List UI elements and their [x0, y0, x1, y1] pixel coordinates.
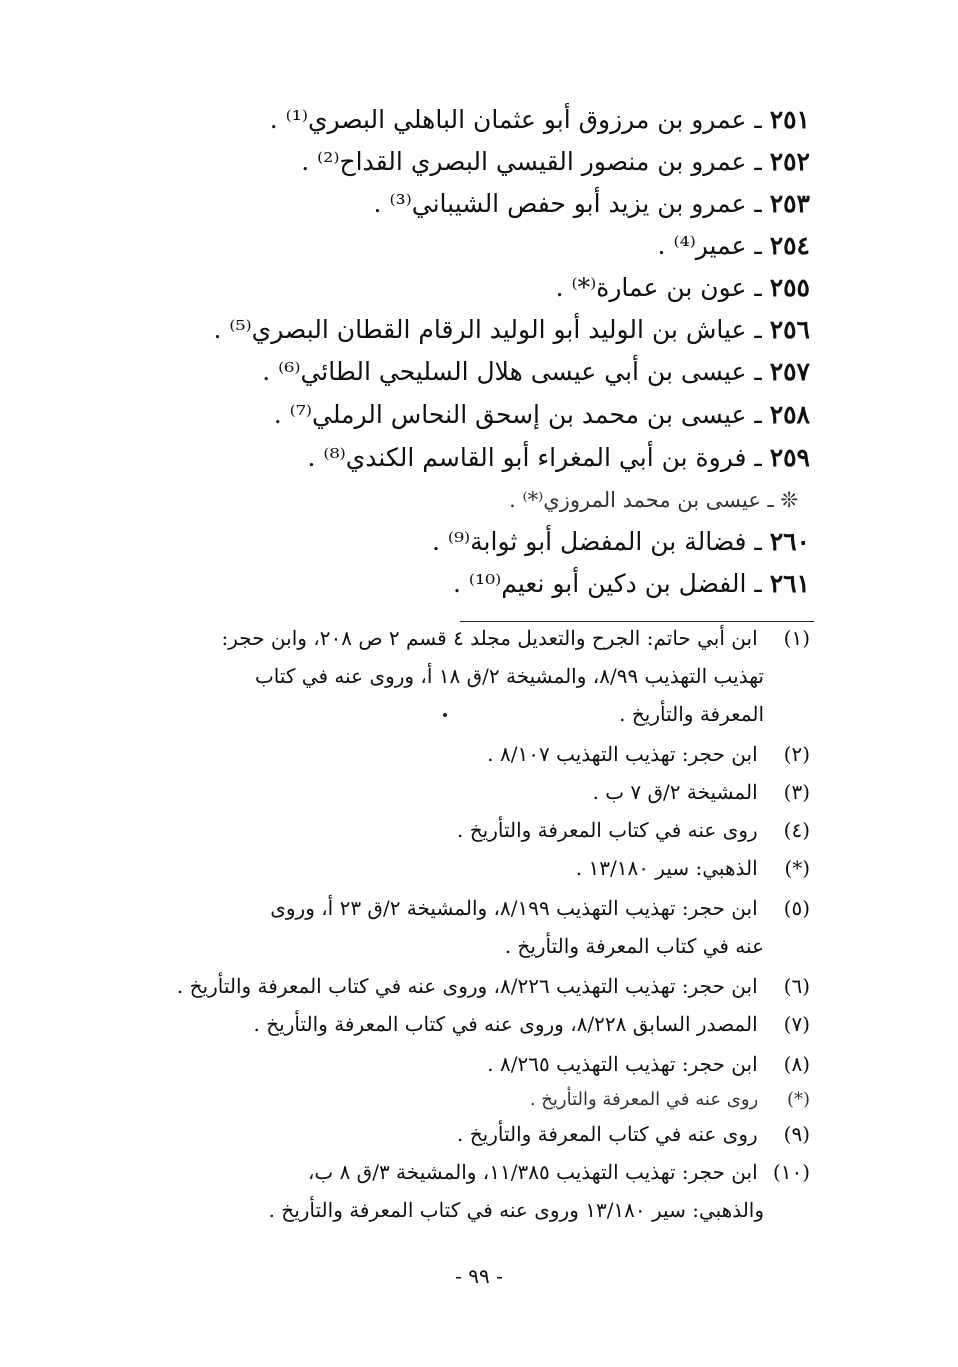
footnote-text: روى عنه في كتاب المعرفة والتأريخ . [457, 1122, 758, 1146]
entry-258 [274, 398, 810, 432]
footnote-text: ابن حجر: تهذيب التهذيب ٨/٢٢٦، وروى عنه في كتاب المعرفة والتأريخ . [176, 974, 758, 998]
footnote-text: المشيخة ٢/ق ٧ ب . [592, 780, 758, 804]
footnote-text: ابن أبي حاتم: الجرح والتعديل مجلد ٤ قسم ٢ ص ٢٠٨، وابن حجر: [221, 626, 758, 650]
entry-number: ٢٥٥ [769, 273, 810, 302]
footnote-2 [487, 738, 810, 770]
footnote-text: ابن حجر: تهذيب التهذيب ٨/١٠٧ . [487, 742, 758, 766]
entry-253 [374, 187, 810, 221]
entry-number: ٢٥٨ [769, 400, 810, 429]
entry-text: ـ عيسى بن أبي عيسى هلال السليحي الطائي⁽⁶⁾ . [262, 357, 762, 386]
footnote-star-1 [576, 852, 810, 884]
footnote-8 [487, 1048, 810, 1080]
footnote-star-2 [530, 1084, 810, 1116]
footnote-number: (٨) [783, 1052, 810, 1076]
entry-number: ٢٥٣ [769, 189, 810, 218]
entry-text: ـ عمير⁽⁴⁾ . [657, 231, 762, 260]
footnote-10-line-2: والذهبي: سير ١٣/١٨٠ وروى عنه في كتاب المعرفة والتأريخ . [268, 1198, 764, 1222]
entry-number: ٢٥٩ [769, 443, 810, 472]
entry-261 [453, 567, 810, 601]
footnote-1-line-2: تهذيب التهذيب ٨/٩٩، والمشيخة ٢/ق ١٨ أ، وروى عنه في كتاب [254, 664, 764, 688]
footnote-number: (١٠) [772, 1160, 810, 1184]
entry-number: ٢٥٢ [769, 147, 810, 176]
footnote-text: ابن حجر: تهذيب التهذيب ٨/٢٦٥ . [487, 1052, 758, 1076]
footnote-text: ابن حجر: تهذيب التهذيب ٨/١٩٩، والمشيخة ٢/ق ٢٣ أ، وروى [270, 896, 758, 920]
entry-260 [432, 525, 810, 559]
footnote-5-line-2: عنه في كتاب المعرفة والتأريخ . [504, 934, 764, 958]
entry-number: ٢٥٦ [769, 315, 810, 344]
footnote-text: روى عنه في كتاب المعرفة والتأريخ . [457, 818, 758, 842]
entry-text: ـ عمرو بن يزيد أبو حفص الشيباني⁽³⁾ . [373, 189, 762, 218]
footnote-number: (٤) [783, 818, 810, 842]
entry-257 [262, 355, 810, 389]
entry-text: ـ فروة بن أبي المغراء أبو القاسم الكندي⁽⁸⁾ . [307, 443, 762, 472]
entry-text: ـ عياش بن الوليد أبو الوليد الرقام القطان البصري⁽⁵⁾ . [213, 315, 762, 344]
entry-starred [509, 483, 798, 517]
footnote-number: (٦) [783, 974, 810, 998]
footnote-number: (*) [784, 856, 810, 880]
footnote-3 [593, 776, 810, 808]
entry-text: ـ عمرو بن مرزوق أبو عثمان الباهلي البصري⁽¹⁾ . [269, 105, 762, 134]
entry-255 [556, 271, 810, 305]
entry-number: ٢٥٤ [769, 231, 810, 260]
footnote-number: (*) [786, 1089, 810, 1110]
stray-dot [443, 713, 447, 717]
footnote-7 [254, 1008, 810, 1040]
footnote-number: (٧) [783, 1012, 810, 1036]
footnote-number: (٢) [783, 742, 810, 766]
footnote-number: (٣) [783, 780, 810, 804]
footnote-text: ابن حجر: تهذيب التهذيب ١١/٣٨٥، والمشيخة ٣/ق ٨ ب، [307, 1160, 758, 1184]
footnote-4 [457, 814, 810, 846]
entry-number: ٢٦٠ [769, 527, 810, 556]
page-number: - ٩٩ - [455, 1264, 503, 1288]
star-marker: ❊ [780, 488, 798, 512]
entry-number: ٢٦١ [769, 569, 810, 598]
footnote-1 [222, 622, 810, 654]
footnote-number: (٩) [783, 1122, 810, 1146]
entry-text: ـ عمرو بن منصور القيسي البصري القداح⁽²⁾ . [301, 147, 762, 176]
entry-number: ٢٥٧ [769, 357, 810, 386]
footnote-number: (١) [783, 626, 810, 650]
entry-256 [213, 313, 810, 347]
entry-text: ـ عيسى بن محمد المروزي⁽*⁾ . [509, 488, 774, 512]
footnote-text: روى عنه في المعرفة والتأريخ . [529, 1089, 759, 1110]
footnote-10 [308, 1156, 810, 1188]
entry-text: ـ عيسى بن محمد بن إسحق النحاس الرملي⁽⁷⁾ . [273, 400, 762, 429]
entry-252 [301, 145, 810, 179]
footnote-9 [457, 1118, 810, 1150]
footnote-text: الذهبي: سير ١٣/١٨٠ . [575, 856, 758, 880]
footnote-5 [270, 892, 810, 924]
footnote-number: (٥) [783, 896, 810, 920]
entry-259 [308, 441, 810, 475]
footnote-6 [177, 970, 810, 1002]
footnote-1-line-3: المعرفة والتأريخ . [619, 702, 764, 726]
entry-251 [270, 103, 810, 137]
footnote-text: المصدر السابق ٨/٢٢٨، وروى عنه في كتاب المعرفة والتأريخ . [253, 1012, 758, 1036]
entry-text: ـ عون بن عمارة⁽*⁾ . [555, 273, 762, 302]
entry-text: ـ الفضل بن دكين أبو نعيم⁽¹⁰⁾ . [453, 569, 762, 598]
entry-text: ـ فضالة بن المفضل أبو ثوابة⁽⁹⁾ . [431, 527, 762, 556]
entry-number: ٢٥١ [769, 105, 810, 134]
entry-254 [658, 229, 810, 263]
